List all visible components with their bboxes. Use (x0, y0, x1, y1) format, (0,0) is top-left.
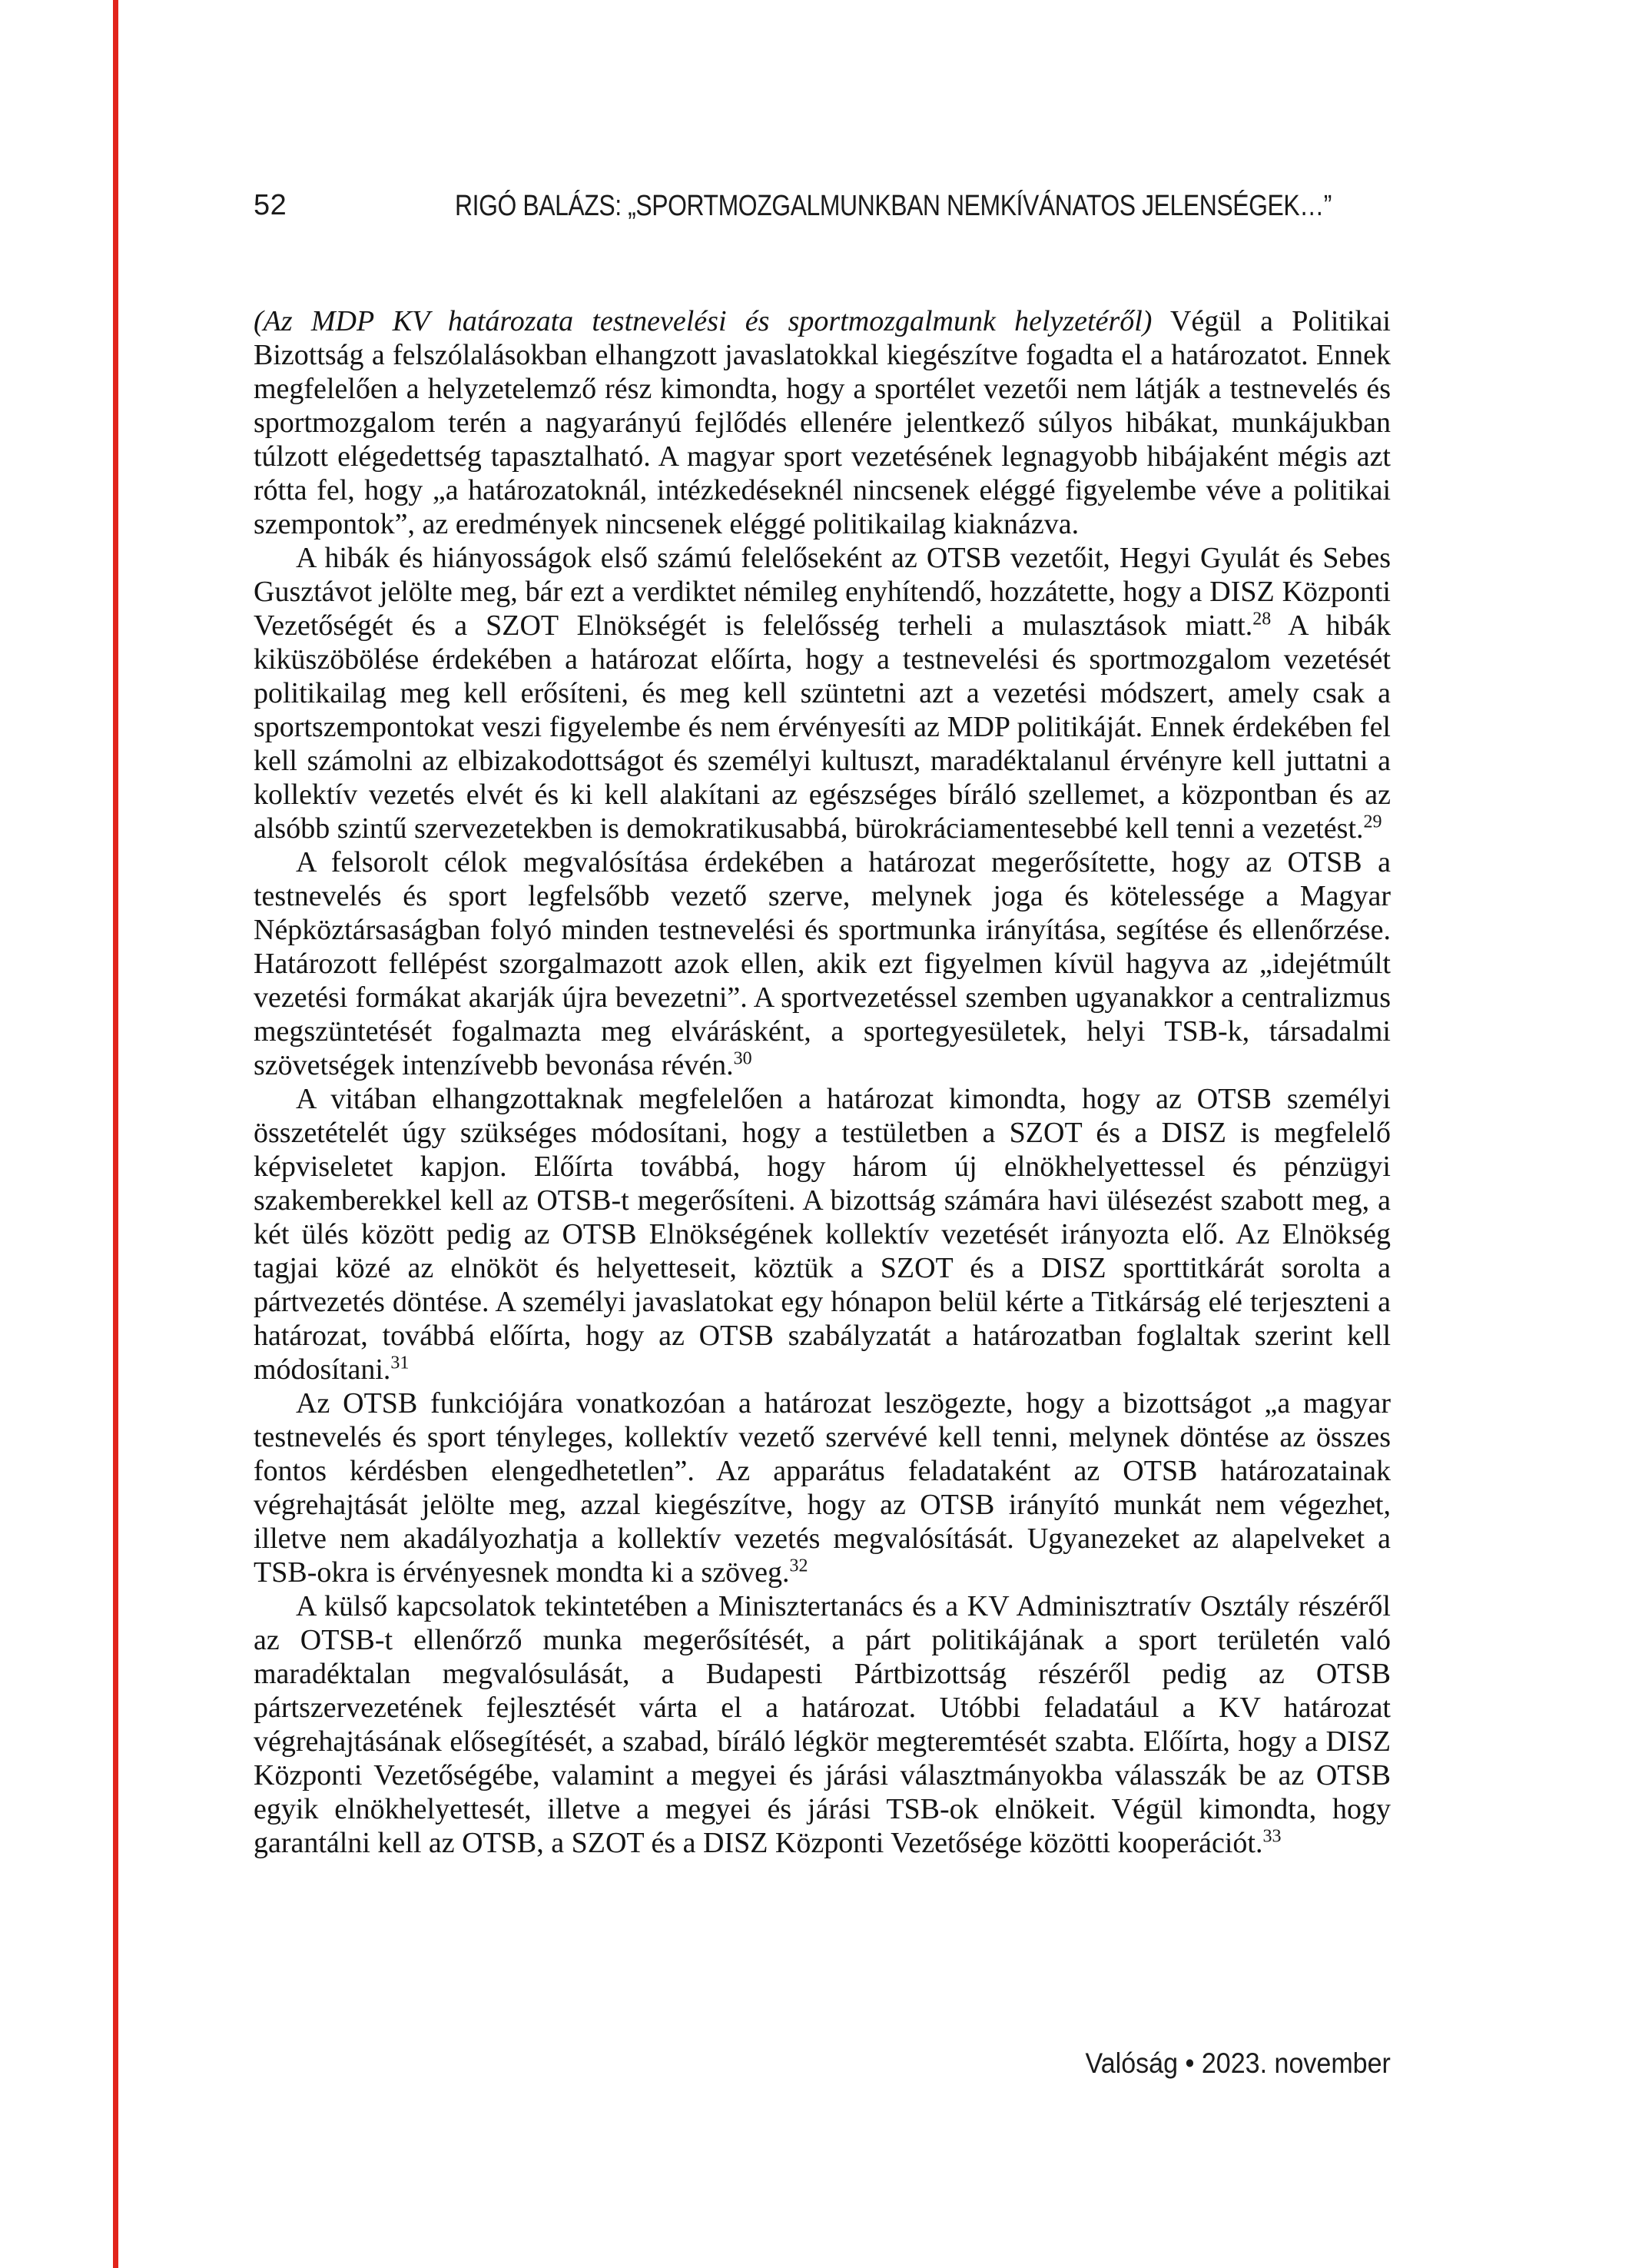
paragraph-text: Végül a Politikai Bizottság a felszólalásokban elhangzott javaslatokkal kiegészítve fogadta el a határozatot. Ennek megfelelően a helyzetelemző rész kimondta, hogy a sportélet vezetői nem látják a testnevelés és sportmozgalom terén a nagyarányú fejlődés ellenére jelentkező súlyos hibákat, munkájukban túlzott elégedettség tapasztalható. A magyar sport vezetésének legnagyobb hibájaként mégis azt rótta fel, hogy „a határozatoknál, intézkedéseknél nincsenek eléggé figyelembe véve a politikai szempontok”, az eredmények nincsenek eléggé politikailag kiaknázva. (254, 305, 1391, 540)
body-paragraph (254, 541, 1391, 845)
paragraph-text: A vitában elhangzottaknak megfelelően a határozat kimondta, hogy az OTSB személyi összetételét úgy szükséges módosítani, hogy a testületben a SZOT és a DISZ is megfelelő képviseletet kapjon. Előírta továbbá, hogy három új elnökhelyettessel és pénzügyi szakemberekkel kell az OTSB-t megerősíteni. A bizottság számára havi ülésezést szabott meg, a két ülés között pedig az OTSB Elnökségének kollektív vezetését irányozta elő. Az Elnökség tagjai közé az elnököt és helyetteseit, köztük a SZOT és a DISZ sporttitkárát sorolta a pártvezetés döntése. A személyi javaslatokat egy hónapon belül kérte a Titkárság elé terjeszteni a határozat, továbbá előírta, hogy az OTSB szabályzatát a határozatban foglaltak szerint kell módosítani. (254, 1083, 1391, 1386)
page-number: 52 (254, 189, 287, 221)
body-paragraph (254, 304, 1391, 541)
body-paragraph (254, 1589, 1391, 1860)
paragraph-text: A külső kapcsolatok tekintetében a Minisztertanács és a KV Adminisztratív Osztály részéről az OTSB-t ellenőrző munka megerősítését, a párt politikájának a sport területén való maradéktalan megvalósulását, a Budapesti Pártbizottság részéről pedig az OTSB pártszervezetének fejlesztését várta el a határozat. Utóbbi feladatául a KV határozat végrehajtásának elősegítését, a szabad, bíráló légkör megteremtését szabta. Előírta, hogy a DISZ Központi Vezetőségébe, valamint a megyei és járási választmányokba válasszák be az OTSB egyik elnökhelyettesét, illetve a megyei és járási TSB-ok elnökeit. Végül kimondta, hogy garantálni kell az OTSB, a SZOT és a DISZ Központi Vezetősége közötti kooperációt. (254, 1590, 1391, 1859)
footnote-ref: 31 (390, 1353, 410, 1373)
paragraph-text: A hibák kiküszöbölése érdekében a határozat előírta, hogy a testnevelési és sportmozgalom vezetését politikailag meg kell erősíteni, és meg kell szüntetni azt a vezetési módszert, amely csak a sportszempontokat veszi figyelembe és nem érvényesíti az MDP politikáját. Ennek érdekében fel kell számolni az elbizakodottságot és személyi kultuszt, maradéktalanul érvényre kell juttatni a kollektív vezetés elvét és ki kell alakítani az egészséges bíráló szellemet, a központban és az alsóbb szintű szervezetekben is demokratikusabbá, bürokráciamentesebbé kell tenni a vezetést. (254, 609, 1391, 845)
footnote-ref: 28 (1252, 609, 1272, 629)
red-margin-ribbon (113, 0, 118, 2268)
running-title: RIGÓ BALÁZS: „SPORTMOZGALMUNKBAN NEMKÍVÁNATOS JELENSÉGEK…” (455, 190, 1332, 222)
body-paragraph (254, 845, 1391, 1082)
body-paragraph (254, 1386, 1391, 1589)
paragraph-text: A felsorolt célok megvalósítása érdekében a határozat megerősítette, hogy az OTSB a testnevelés és sport legfelsőbb vezető szerve, melynek joga és kötelessége a Magyar Népköztársaságban folyó minden testnevelési és sportmunka irányítása, segítése és ellenőrzése. Határozott fellépést szorgalmazott azok ellen, akik ezt figyelmen kívül hagyva az „idejétmúlt vezetési formákat akarják újra bevezetni”. A sportvezetéssel szemben ugyanakkor a centralizmus megszüntetését fogalmazta meg elvárásként, a sportegyesületek, helyi TSB-k, társadalmi szövetségek intenzívebb bevonása révén. (254, 846, 1391, 1081)
body-paragraph (254, 1082, 1391, 1386)
paragraph-lead-italic: (Az MDP KV határozata testnevelési és sportmozgalmunk helyzetéről) (254, 305, 1153, 337)
footnote-ref: 32 (789, 1556, 808, 1576)
footnote-ref: 33 (1262, 1826, 1282, 1847)
paragraph-text: Az OTSB funkciójára vonatkozóan a határozat leszögezte, hogy a bizottságot „a magyar testnevelés és sport tényleges, kollektív vezető szervévé kell tenni, melynek döntése az összes fontos kérdésben elengedhetetlen”. Az apparátus feladataként az OTSB határozatainak végrehajtását jelölte meg, azzal kiegészítve, hogy az OTSB irányító munkát nem végezhet, illetve nem akadályozhatja a kollektív vezetés megvalósítását. Ugyanezeket az alapelveket a TSB-okra is érvényesnek mondta ki a szöveg. (254, 1387, 1391, 1589)
footnote-ref: 29 (1363, 812, 1382, 832)
page-header (254, 189, 1391, 223)
paragraph-text: A hibák és hiányosságok első számú felelőseként az OTSB vezetőit, Hegyi Gyulát és Sebes Gusztávot jelölte meg, bár ezt a verdiktet némileg enyhítendő, hozzátette, hogy a DISZ Központi Vezetőségét és a SZOT Elnökségét is felelősség terheli a mulasztások miatt. (254, 542, 1391, 642)
article-body (254, 304, 1391, 1860)
journal-footer: Valóság • 2023. november (1085, 2047, 1391, 2079)
footnote-ref: 30 (733, 1048, 752, 1069)
